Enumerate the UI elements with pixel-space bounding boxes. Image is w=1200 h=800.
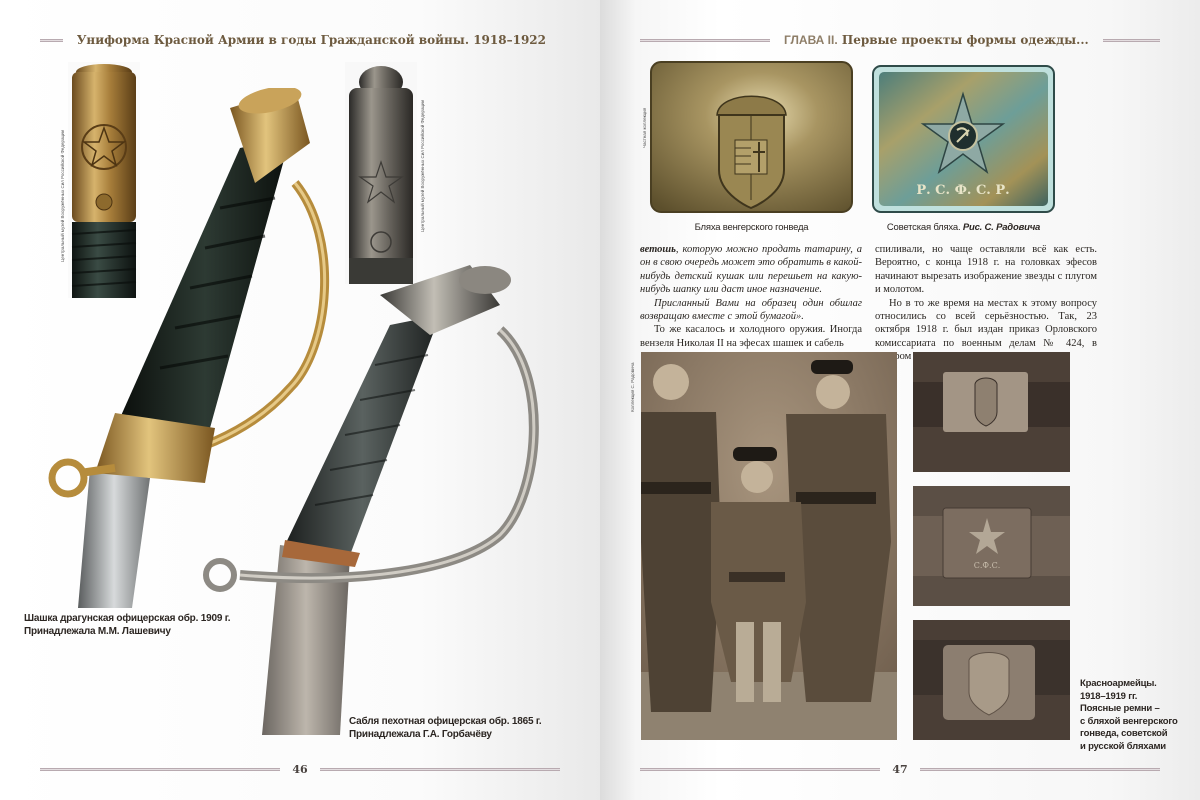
chapter-label: ГЛАВА II.	[784, 33, 838, 47]
caption-credit: Рис. С. Радовича	[962, 222, 1041, 233]
infantry-sabre-photo	[200, 255, 550, 735]
running-header	[640, 32, 1160, 48]
page-footer	[40, 762, 560, 776]
photo-credit: Центральный музей Вооружённых Сил Российской Федерации	[60, 129, 65, 262]
russian-belt-detail-photo	[913, 620, 1070, 740]
text-column-1	[640, 243, 862, 350]
caption-line: Красноармейцы.	[1080, 678, 1157, 689]
footer-rule	[640, 768, 880, 771]
page-number: 47	[892, 762, 908, 776]
caption-line: 1918–1919 гг.	[1080, 690, 1138, 702]
caption-line: Сабля пехотная офицерская обр. 1865 г.	[349, 716, 542, 727]
caption-line: гонведа, советской	[1080, 728, 1168, 739]
caption-text: Советская бляха.	[886, 222, 961, 233]
caption-line: Принадлежала Г.А. Горбачёву	[349, 729, 492, 740]
body-paragraph: То же касалось и холодного оружия. Иногда вензеля Николая II на эфесах шашек и сабель	[640, 324, 862, 349]
header-rule	[640, 39, 770, 42]
quote-paragraph	[640, 243, 862, 297]
buckle-letters: С.Ф.С.	[973, 561, 1001, 570]
header-rule	[40, 39, 63, 42]
body-paragraph: Но в то же время на местах к этому вопросу относились со всей серьёзностью. Так, 23 октября 1918 г. был издан приказ Орловского комиссариата по военным делам № 424, в	[875, 297, 1097, 349]
photo-credit: Центральный музей Вооружённых Сил Российской Федерации	[420, 99, 425, 232]
running-header	[40, 32, 560, 48]
quote-paragraph: Присланный Вами на образец один обшлаг возвращаю вместе с этой бумагой».	[640, 297, 862, 323]
text-column-2	[875, 243, 1097, 364]
caption-line: с бляхой венгерского	[1080, 715, 1178, 727]
hungarian-buckle-photo	[649, 60, 854, 214]
header-rule	[1103, 39, 1160, 42]
quote-text: , которую можно продать татарину, а он в свою очередь может это обратить в какой-нибудь детский кушак или перешьет на какую-нибудь шапку или даст иное назначение.	[640, 244, 862, 296]
right-page	[600, 0, 1200, 800]
quote-bold-word: ветошь	[640, 244, 676, 255]
infantry-sabre-caption	[349, 715, 569, 741]
hungarian-belt-detail-photo	[913, 352, 1070, 472]
caption-line: Принадлежала М.М. Лашевичу	[24, 626, 171, 637]
body-paragraph: спиливали, но чаще оставляли всё как есть. Вероятно, с конца 1918 г. на головках эфесов начинают вырезать изображение звезды с плугом и молотом.	[875, 244, 1097, 296]
photo-credit: Частная коллекция	[642, 107, 647, 148]
photo-credit: Коллекция С. Радовича	[630, 362, 635, 412]
running-header-title	[770, 33, 1103, 47]
soviet-buckle-caption	[871, 221, 1056, 234]
buckle-rsfsr-text: Р. С. Ф. С. Р.	[916, 183, 1010, 198]
running-header-title: Униформа Красной Армии в годы Гражданской войны. 1918–1922	[76, 33, 546, 47]
silver-hilt-photo	[345, 62, 417, 284]
dragoon-sabre-caption	[24, 612, 264, 638]
chapter-title: Первые проекты формы одежды...	[841, 33, 1089, 47]
page-footer	[640, 762, 1160, 776]
caption-line: Шашка драгунская офицерская обр. 1909 г.	[24, 613, 231, 624]
footer-rule	[920, 768, 1160, 771]
soviet-buckle-photo	[871, 64, 1056, 214]
caption-line: Поясные ремни –	[1080, 703, 1160, 714]
hungarian-buckle-caption: Бляха венгерского гонведа	[694, 222, 809, 233]
soviet-belt-detail-photo	[913, 486, 1070, 606]
footer-rule	[320, 768, 560, 771]
footer-rule	[40, 768, 280, 771]
page-number: 46	[292, 762, 308, 776]
caption-line: и русской бляхами	[1080, 740, 1166, 752]
group-photo-caption	[1080, 678, 1190, 753]
group-photo	[641, 352, 897, 740]
